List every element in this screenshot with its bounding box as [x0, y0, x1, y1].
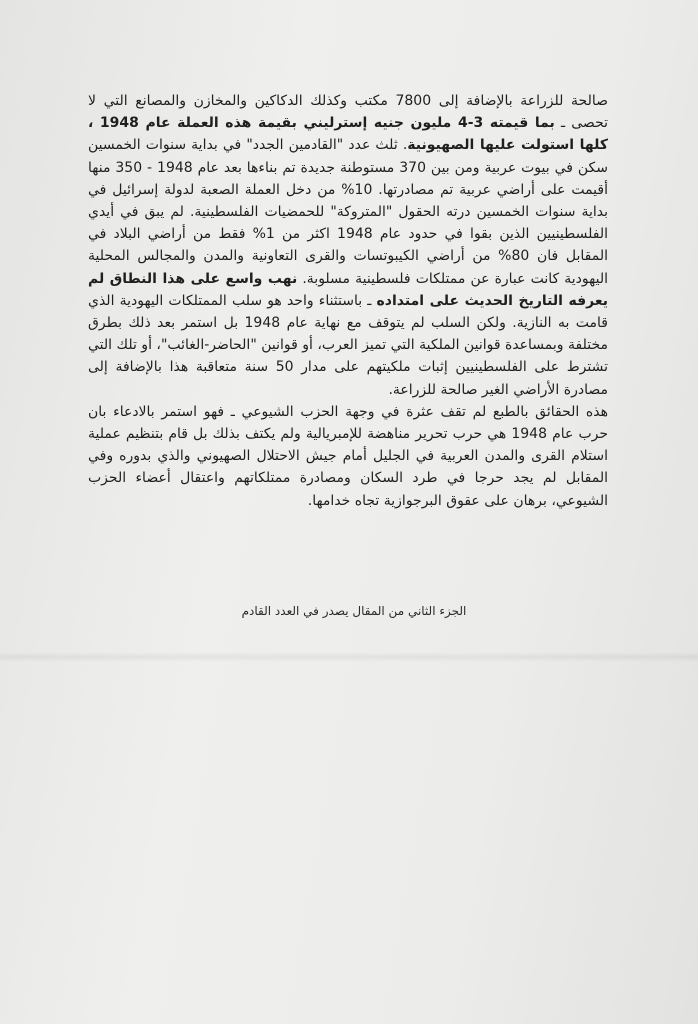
paragraph-1-bold-b: نهب واسع على هذا النطاق لم يعرفه التاريخ الحديث على امتداده: [88, 270, 608, 309]
paragraph-1-text-a: صالحة للزراعة بالإضافة إلى 7800 مكتب وكذلك الدكاكين والمخازن والمصانع التي لا تحصى ـ: [88, 93, 608, 132]
article-paragraph-1: [88, 90, 608, 401]
paragraph-1-bold-a: بما قيمته 3-4 مليون جنيه إسترليني بقيمة هذه العملة عام 1948 ، كلها استولت عليها الصهيونية: [88, 115, 608, 154]
continuation-note: الجزء الثاني من المقال يصدر في العدد القادم: [241, 604, 467, 618]
paragraph-1-text-b: . ثلث عدد "القادمين الجدد" في بداية سنوات الخمسين سكن في بيوت عربية ومن بين 370 مستوطنة جديدة تم بناءها بعد عام 1948 - 350 منها أقيمت على أراضي عربية تم مصادرتها. 10% من دخل العملة الصعبة لدولة إسرائيل في بداية سنوات الخمسين درته الحقول "المتروكة" للحمضيات الفلسطينية. لم يبق في أيدي الفلسطينيين الذين بقوا في حدود عام 1948 اكثر من 1% فقط من أراضي البلاد في المقابل فان 80% من أراضي الكيبوتسات والقرى التعاونية والمدن والمجالس المحلية اليهودية كانت عبارة عن ممتلكات فلسطينية مسلوبة.: [88, 137, 608, 287]
article-body: [88, 90, 608, 512]
paper-fold-crease: [0, 652, 698, 662]
paragraph-1-text-c: ـ باستثناء واحد هو سلب الممتلكات اليهودية الذي قامت به النازية. ولكن السلب لم يتوقف مع نهاية عام 1948 بل استمر بعد ذلك بطرق مختلفة وبمساعدة قوانين الملكية التي تميز العرب، أو قوانين "الحاضر-الغائب"، أو تلك التي تشترط على الفلسطينيين إثبات ملكيتهم على مدار 50 سنة متعاقبة هذا بالإضافة إلى مصادرة الأراضي الغير صالحة للزراعة.: [88, 292, 608, 398]
article-paragraph-2: هذه الحقائق بالطبع لم تقف عثرة في وجهة الحزب الشيوعي ـ فهو استمر بالادعاء بان حرب عام 1948 هي حرب تحرير مناهضة للإمبريالية ولم يكتف بذلك بل قام بتنظيم عملية استلام القرى والمدن العربية في الجليل أمام جيش الاحتلال الصهيوني والذي بدوره وفي المقابل لم يجد حرجا في طرد السكان ومصادرة ممتلكاتهم واعتقال أعضاء الحزب الشيوعي، برهان على عقوق البرجوازية تجاه خدامها.: [88, 403, 608, 509]
